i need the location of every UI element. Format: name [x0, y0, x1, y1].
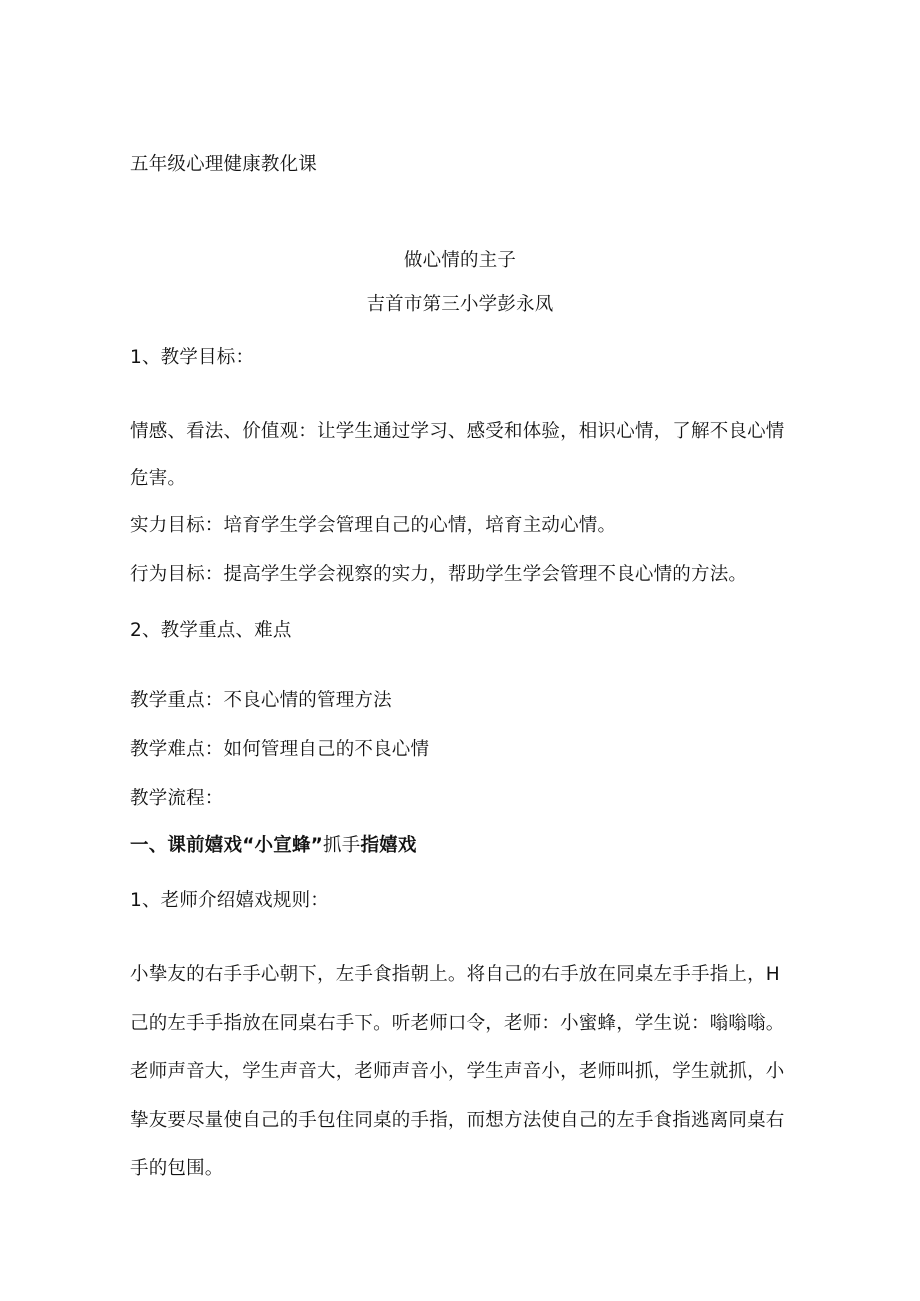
warmup-heading-part1: 一、课前嬉戏“小宣蜂”	[130, 835, 324, 856]
rules-heading: 1、老师介绍嬉戏规则：	[130, 890, 329, 911]
rules-line5: 手的包围。	[130, 1158, 224, 1179]
course-label: 五年级心理健康教化课	[130, 154, 318, 175]
document-title: 做心情的主子	[403, 250, 517, 271]
rules-line2: 己的左手手指放在同桌右手下。听老师口令，老师：小蜜蜂，学生说：嗡嗡嗡。	[130, 1013, 785, 1034]
key-heading: 2、教学重点、难点	[130, 620, 292, 641]
goal-ability: 实力目标：培育学生学会管理自己的心情，培育主动心情。	[130, 515, 617, 536]
rules-line4: 挚友要尽量使自己的手包住同桌的手指，而想方法使自己的左手食指逃离同桌右	[130, 1110, 785, 1131]
key-point: 教学重点：不良心情的管理方法	[130, 690, 392, 711]
warmup-heading	[130, 834, 417, 858]
goal-emotion-line2: 危害。	[130, 468, 187, 489]
warmup-heading-part2: 抓手	[323, 835, 361, 856]
rules-line1: 小挚友的右手手心朝下，左手食指朝上。将自己的右手放在同桌左手手指上，H	[130, 964, 780, 985]
goal-emotion-line1: 情感、看法、价值观：让学生通过学习、感受和体验，相识心情，了解不良心情	[130, 421, 785, 442]
difficult-point: 教学难点：如何管理自己的不良心情	[130, 739, 430, 760]
warmup-heading-part3: 指嬉戏	[360, 835, 417, 856]
goals-heading: 1、教学目标：	[130, 347, 255, 368]
author-line: 吉首市第三小学彭永凤	[366, 294, 554, 315]
goal-behavior: 行为目标：提高学生学会视察的实力，帮助学生学会管理不良心情的方法。	[130, 564, 748, 585]
rules-line3: 老师声音大，学生声音大，老师声音小，学生声音小，老师叫抓，学生就抓，小	[130, 1061, 785, 1082]
process-heading: 教学流程：	[130, 788, 224, 809]
